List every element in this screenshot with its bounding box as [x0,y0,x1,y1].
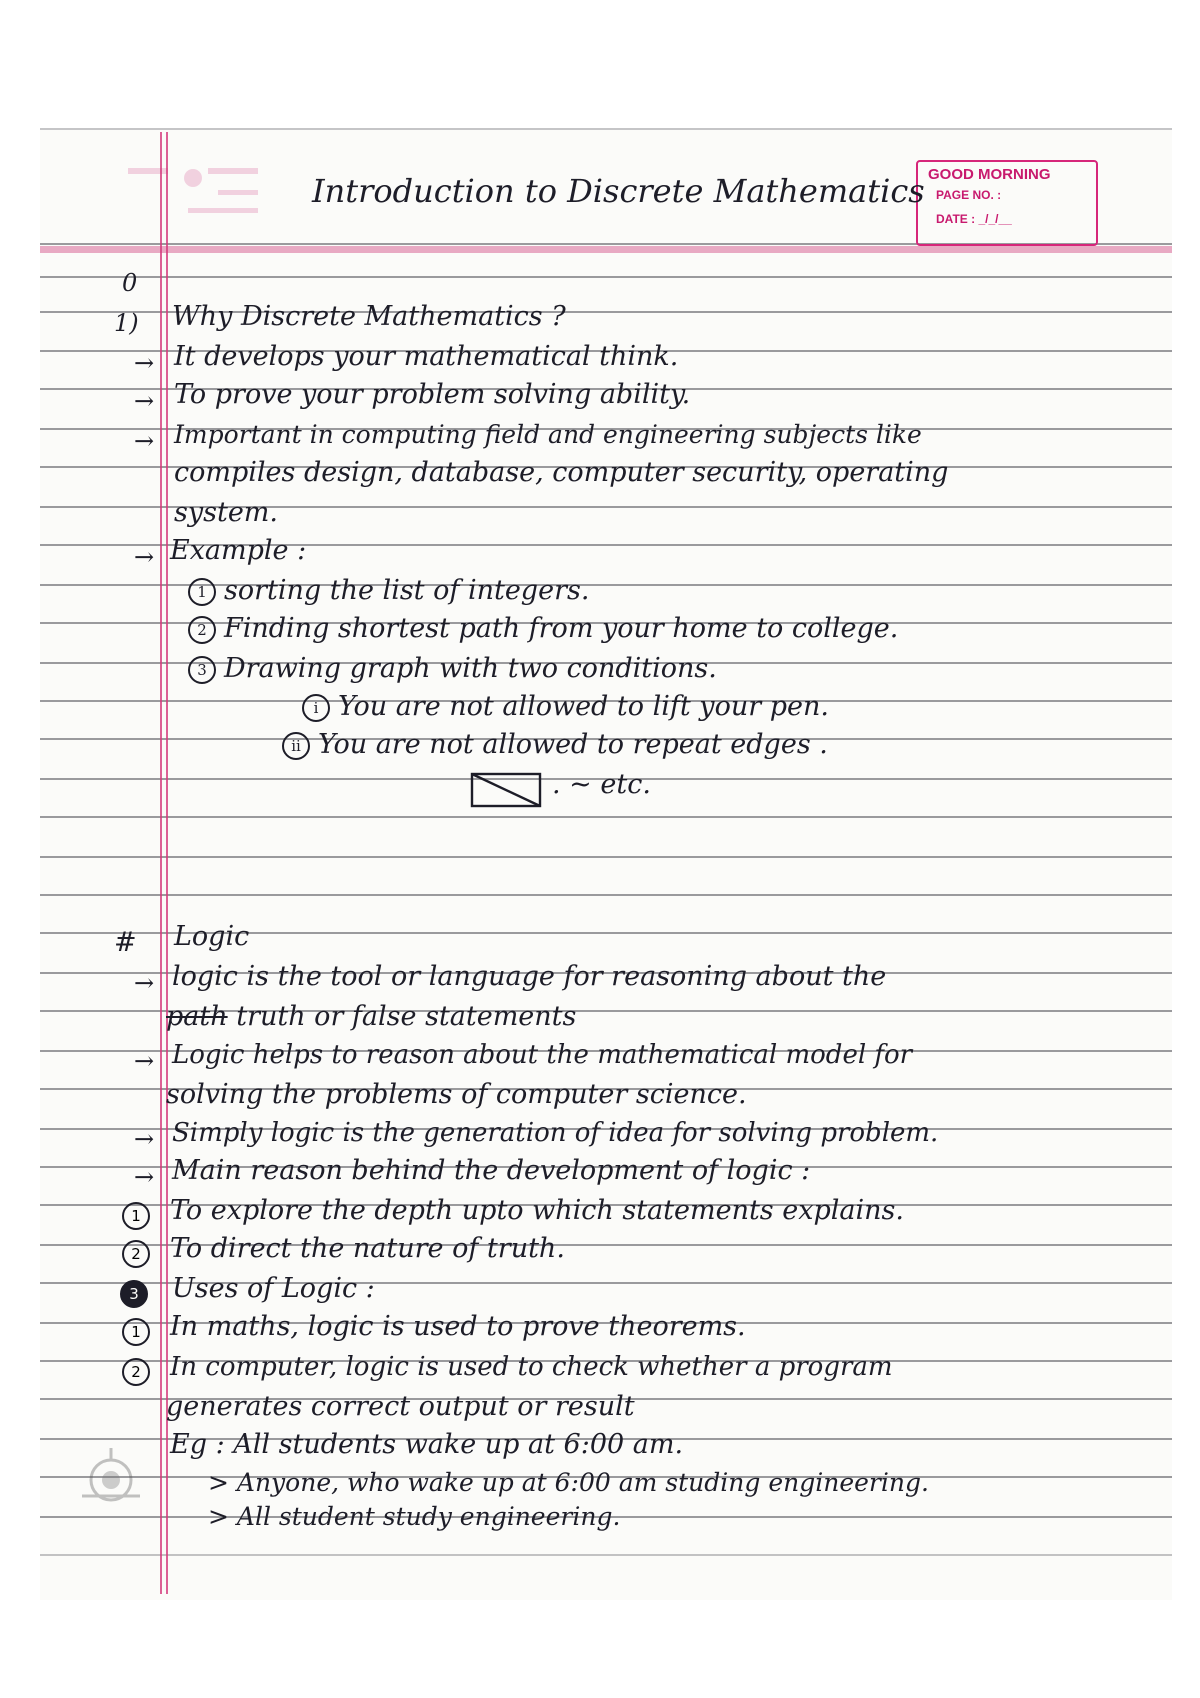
number-circle: 3 [188,656,216,684]
condition-item [302,690,829,724]
margin-line [160,132,162,1594]
number-circle: i [302,694,330,722]
struck-word: path [166,1001,228,1032]
section-number: 1) [114,309,139,337]
arrow-mark: → [134,1125,155,1153]
page-no-field: PAGE NO. : [936,188,1002,202]
example-text: sorting the list of integers. [224,575,590,606]
faded-logo-graphic [108,160,268,230]
bullet-line: Important in computing field and engineering subjects like [174,420,922,449]
example-item [188,574,589,608]
margin-mark: 0 [122,269,138,297]
example-sub-line: > Anyone, who wake up at 6:00 am studing engineering. [208,1468,929,1497]
condition-text: You are not allowed to repeat edges . [318,729,828,760]
example-eg-line: Eg : All students wake up at 6:00 am. [170,1429,684,1460]
logic-line: Main reason behind the development of logic : [172,1155,811,1186]
logic-line: logic is the tool or language for reasoning about the [172,961,887,992]
number-circle: 3 [120,1280,148,1308]
example-label: Example : [170,535,307,566]
ornament-graphic [76,1444,146,1508]
logic-continuation: solving the problems of computer science. [166,1079,747,1110]
margin-line [166,132,168,1594]
rectangle-diagonal-doodle [470,770,546,810]
date-field: DATE : _/_/__ [936,212,1012,226]
logic-continuation-text: truth or false statements [236,1001,577,1032]
number-circle: 1 [122,1318,150,1346]
uses-line: In computer, logic is used to check whether a program [170,1352,893,1382]
arrow-mark: → [134,349,155,377]
example-item [188,652,717,686]
logic-line: Logic helps to reason about the mathematical model for [172,1040,913,1070]
uses-heading: Uses of Logic : [172,1273,375,1304]
number-circle: 1 [188,578,216,606]
arrow-mark: → [134,387,155,415]
number-circle: 1 [122,1202,150,1230]
example-sub-line: > All student study engineering. [208,1502,621,1531]
number-circle: ii [282,732,310,760]
uses-continuation: generates correct output or result [166,1391,635,1422]
bullet-continuation: system. [174,497,278,528]
arrow-mark: → [134,1047,155,1075]
reason-line: To direct the nature of truth. [170,1233,565,1264]
section-heading: Why Discrete Mathematics ? [172,301,566,332]
bullet-line: It develops your mathematical think. [174,341,679,372]
number-circle: 2 [122,1240,150,1268]
condition-item [282,728,828,762]
bullet-line: To prove your problem solving ability. [174,379,691,410]
stamp-brand: GOOD MORNING [928,166,1051,183]
arrow-mark: → [134,1163,155,1191]
logic-line: Simply logic is the generation of idea for solving problem. [172,1118,939,1148]
condition-text: You are not allowed to lift your pen. [338,691,829,722]
hash-mark: # [114,927,137,958]
example-text: Finding shortest path from your home to college. [224,613,899,644]
number-circle: 2 [122,1358,150,1386]
example-text: Drawing graph with two conditions. [224,653,717,684]
header-band [40,246,1172,253]
page-title: Introduction to Discrete Mathematics [312,172,925,210]
example-item [188,612,898,646]
number-circle: 2 [188,616,216,644]
etc-text: . ~ etc. [552,769,651,800]
good-morning-stamp [916,160,1098,246]
arrow-mark: → [134,543,155,571]
logic-continuation [166,1000,576,1034]
section-heading: Logic [174,921,250,952]
arrow-mark: → [134,969,155,997]
uses-line: In maths, logic is used to prove theorems. [170,1311,746,1342]
reason-line: To explore the depth upto which statements explains. [170,1195,904,1226]
bullet-continuation: compiles design, database, computer security, operating [174,457,949,488]
arrow-mark: → [134,427,155,455]
